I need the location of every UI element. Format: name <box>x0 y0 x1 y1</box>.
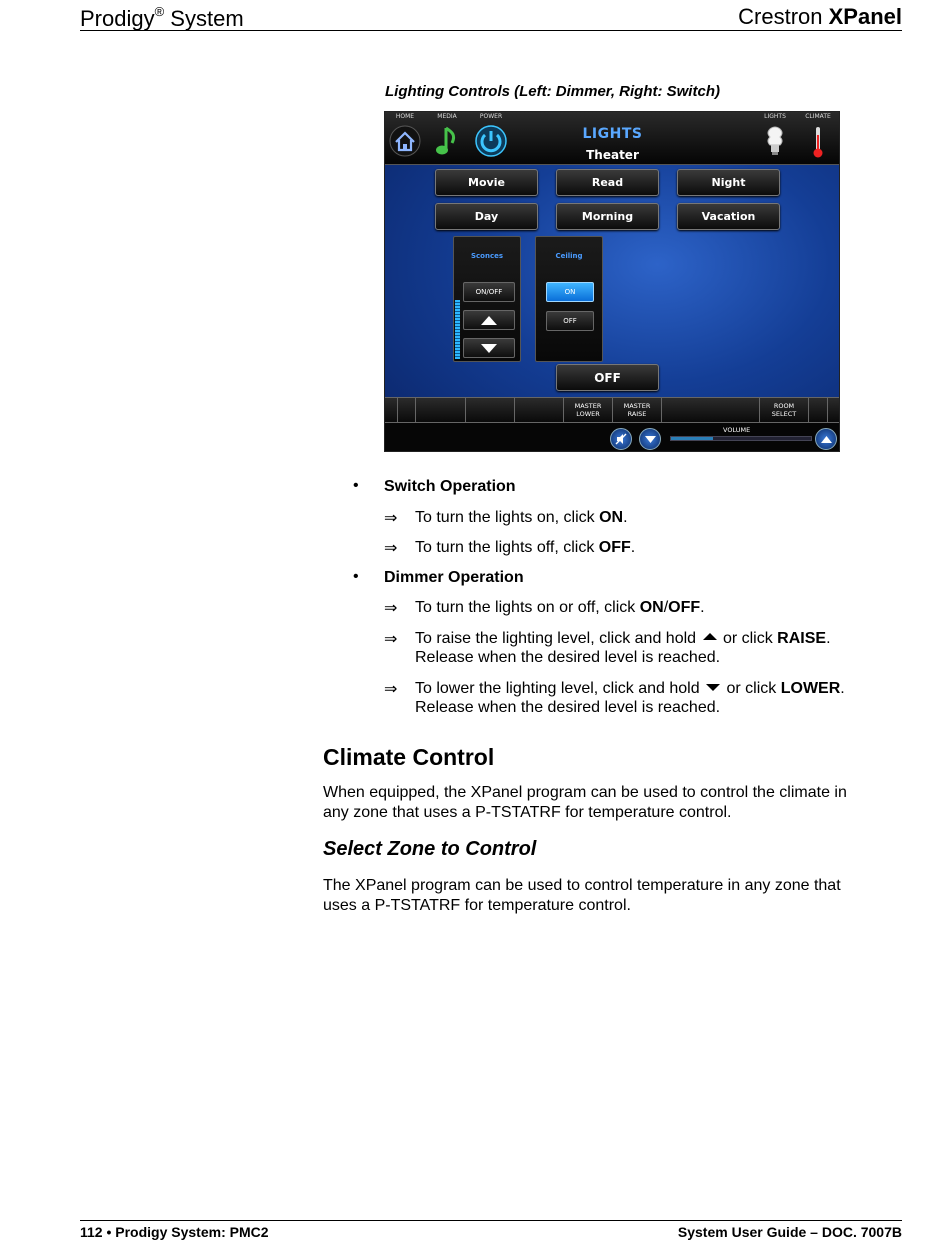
volume-up-button[interactable] <box>815 428 837 450</box>
mute-button[interactable] <box>610 428 632 450</box>
dimmer-onoff-instruction <box>415 598 705 617</box>
nav-home[interactable] <box>385 113 425 159</box>
raise-keyword: RAISE <box>777 630 827 647</box>
text-span: The XPanel program can be used to control temperature in any zone that <box>323 877 841 894</box>
nav-media[interactable] <box>427 113 467 159</box>
climate-control-heading: Climate Control <box>323 744 495 770</box>
on-keyword: ON <box>639 599 664 616</box>
lower-instruction <box>415 679 845 717</box>
dimmer-operation-heading: Dimmer Operation <box>384 569 524 586</box>
volume-down-button[interactable] <box>639 428 661 450</box>
preset-movie-button[interactable]: Movie <box>435 169 538 196</box>
text-span: any zone that uses a P-TSTATRF for temperature control. <box>323 804 732 821</box>
text-span: . <box>826 630 831 647</box>
page-footer <box>80 1220 902 1240</box>
nav-lights-label: LIGHTS <box>764 113 786 120</box>
registered-mark: ® <box>154 4 165 19</box>
thermometer-icon <box>801 123 835 159</box>
arrow-glyph: ⇒ <box>384 600 398 617</box>
xpanel-title: LIGHTS <box>582 126 643 142</box>
dimmer-level-bar <box>455 300 460 359</box>
select-zone-heading: Select Zone to Control <box>323 838 537 860</box>
footer-right: System User Guide – DOC. 7007B <box>677 1224 902 1240</box>
nav-power-label: POWER <box>479 113 503 120</box>
all-off-button[interactable]: OFF <box>556 364 659 391</box>
switch-operation-heading: Switch Operation <box>384 478 516 495</box>
switch-off-instruction <box>415 538 635 557</box>
triangle-down-icon <box>645 436 656 443</box>
master-lower-button[interactable] <box>563 398 612 422</box>
arrow-glyph: ⇒ <box>384 540 398 557</box>
bar-cell[interactable] <box>465 398 514 422</box>
raise-triangle-icon <box>703 633 717 640</box>
arrow-glyph: ⇒ <box>384 510 398 527</box>
master-raise-button[interactable] <box>612 398 661 422</box>
dimmer-card <box>453 236 521 362</box>
nav-climate[interactable] <box>798 113 838 159</box>
mute-icon <box>615 433 627 445</box>
bar-cell[interactable] <box>661 398 759 422</box>
dimmer-lower-button[interactable] <box>463 338 515 358</box>
preset-day-button[interactable]: Day <box>435 203 538 230</box>
header-left <box>80 4 244 32</box>
arrow-glyph: ⇒ <box>384 631 398 648</box>
switch-off-button[interactable]: OFF <box>546 311 594 331</box>
xpanel-room-name: Theater <box>586 148 639 162</box>
off-keyword: OFF <box>668 599 701 616</box>
switch-title: Ceiling <box>555 252 583 260</box>
dimmer-raise-button[interactable] <box>463 310 515 330</box>
master-lower-label-1: MASTER <box>574 402 602 410</box>
master-raise-label-1: MASTER <box>623 402 651 410</box>
nav-lights[interactable] <box>755 113 795 159</box>
dimmer-title: Sconces <box>470 252 504 260</box>
bar-cell[interactable] <box>397 398 415 422</box>
page-header <box>80 4 902 31</box>
preset-read-button[interactable]: Read <box>556 169 659 196</box>
triangle-down-icon <box>481 344 497 353</box>
switch-on-instruction <box>415 508 628 527</box>
text-span: To turn the lights on, click <box>415 509 600 526</box>
text-span: . <box>630 539 636 556</box>
text-span: . <box>840 680 845 697</box>
lower-triangle-icon <box>706 684 720 691</box>
on-keyword: ON <box>599 509 624 526</box>
volume-slider[interactable] <box>670 436 812 441</box>
light-bulb-icon <box>758 123 792 159</box>
bullet-glyph: • <box>353 568 359 585</box>
text-span: Release when the desired level is reached. <box>415 699 721 716</box>
bar-cell[interactable] <box>415 398 465 422</box>
room-select-label-1: ROOM <box>773 402 795 410</box>
text-span: or click <box>722 680 781 697</box>
home-icon <box>388 123 422 159</box>
switch-card <box>535 236 603 362</box>
xpanel-screenshot <box>384 111 840 452</box>
room-select-button[interactable] <box>759 398 808 422</box>
triangle-up-icon <box>821 436 832 443</box>
figure-caption: Lighting Controls (Left: Dimmer, Right: Switch) <box>385 83 720 100</box>
nav-media-label: MEDIA <box>437 113 457 120</box>
text-span: To turn the lights on or off, click <box>415 599 640 616</box>
volume-fill <box>671 437 713 440</box>
lower-keyword: LOWER <box>780 680 841 697</box>
climate-paragraph <box>323 783 847 823</box>
preset-morning-button[interactable]: Morning <box>556 203 659 230</box>
xpanel-volume-bar <box>385 423 839 452</box>
bar-cell[interactable] <box>514 398 563 422</box>
text-span: To lower the lighting level, click and hold <box>415 680 705 697</box>
bullet-glyph: • <box>353 477 359 494</box>
power-icon <box>474 123 508 159</box>
nav-climate-label: CLIMATE <box>805 113 831 120</box>
header-right <box>738 4 902 30</box>
nav-home-label: HOME <box>395 113 415 120</box>
arrow-glyph: ⇒ <box>384 681 398 698</box>
header-prodigy: Prodigy <box>80 6 155 31</box>
room-select-label-2: SELECT <box>771 410 797 418</box>
footer-left: 112 • Prodigy System: PMC2 <box>80 1224 269 1240</box>
xpanel-bottom-button-bar <box>385 397 839 423</box>
text-span: Release when the desired level is reached. <box>415 649 721 666</box>
text-span: / <box>663 599 669 616</box>
text-span: uses a P-TSTATRF for temperature control. <box>323 897 631 914</box>
text-span: To raise the lighting level, click and hold <box>415 630 701 647</box>
text-span: To turn the lights off, click <box>415 539 599 556</box>
raise-instruction <box>415 629 831 667</box>
master-raise-label-2: RAISE <box>627 410 647 418</box>
text-span: When equipped, the XPanel program can be used to control the climate in <box>323 784 847 801</box>
text-span: . <box>623 509 628 526</box>
off-keyword: OFF <box>598 539 631 556</box>
preset-night-button[interactable]: Night <box>677 169 780 196</box>
volume-label: VOLUME <box>723 426 751 434</box>
master-lower-label-2: LOWER <box>576 410 600 418</box>
music-note-icon <box>430 123 464 159</box>
bar-cell[interactable] <box>808 398 828 422</box>
triangle-up-icon <box>481 316 497 325</box>
zone-paragraph <box>323 876 841 916</box>
switch-on-button[interactable]: ON <box>546 282 594 302</box>
preset-vacation-button[interactable]: Vacation <box>677 203 780 230</box>
header-crestron: Crestron <box>738 4 829 29</box>
text-span: or click <box>718 630 778 647</box>
text-span: . <box>700 599 705 616</box>
header-system: System <box>164 6 244 31</box>
xpanel-top-bar <box>385 112 839 165</box>
dimmer-onoff-button[interactable]: ON/OFF <box>463 282 515 302</box>
nav-power[interactable] <box>471 113 511 159</box>
header-xpanel: XPanel <box>828 4 902 29</box>
